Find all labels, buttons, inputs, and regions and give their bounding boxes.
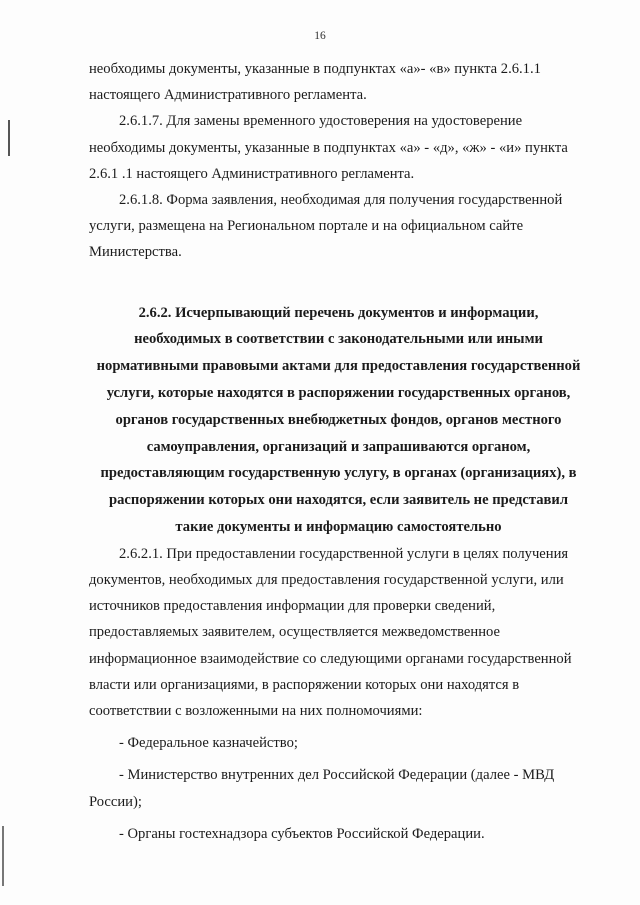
section-heading-2-6-2: [89, 300, 588, 541]
heading-line: самоуправления, организаций и запрашиваются органом,: [146, 438, 531, 455]
text-line: 2.6.1.8. Форма заявления, необходимая для получения государственной: [119, 192, 563, 209]
list-item: [89, 762, 588, 814]
paragraph-2-6-1-7: [89, 108, 588, 187]
heading-line: услуги, которые находятся в распоряжении государственных органов,: [106, 385, 571, 402]
paragraph-2-6-1-8: [89, 187, 588, 266]
text-line: информационное взаимодействие со следующими органами государственной: [89, 650, 572, 667]
text-line: необходимы документы, указанные в подпунктах «а» - «д», «ж» - «и» пункта: [89, 139, 568, 156]
text-line: - Министерство внутренних дел Российской Федерации (далее - МВД: [119, 767, 555, 784]
text-line: - Органы гостехнадзора субъектов Российской Федерации.: [119, 825, 485, 842]
text-line: услуги, размещена на Региональном портале и на официальном сайте: [89, 218, 524, 235]
text-line: Министерства.: [89, 244, 182, 261]
heading-line: необходимых в соответствии с законодательными или иными: [134, 331, 543, 348]
text-line: соответствии с возложенными на них полномочиями:: [89, 703, 423, 720]
page-number: 16: [314, 30, 326, 42]
text-line: предоставляемых заявителем, осуществляется межведомственное: [89, 624, 500, 641]
text-line: необходимы документы, указанные в подпунктах «а»- «в» пункта 2.6.1.1: [89, 61, 541, 77]
heading-line: нормативными правовыми актами для предоставления государственной: [96, 358, 581, 375]
text-line: России);: [89, 793, 142, 810]
text-line: документов, необходимых для предоставления государственной услуги, или: [89, 572, 564, 588]
heading-line: органов государственных внебюджетных фондов, органов местного: [115, 411, 562, 428]
document-body: [89, 56, 588, 847]
text-line: власти или организациями, в распоряжении которых они находятся в: [89, 676, 520, 693]
list-item: [89, 730, 588, 756]
heading-line: распоряжении которых они находятся, если заявитель не представил: [108, 492, 569, 509]
paragraph-continuation: [89, 56, 588, 108]
scan-artifact: [2, 826, 4, 886]
paragraph-2-6-2-1: [89, 541, 588, 724]
heading-line: предоставляющим государственную услугу, в органах (организациях), в: [100, 465, 577, 482]
text-line: настоящего Административного регламента.: [89, 87, 367, 104]
text-line: 2.6.1 .1 настоящего Административного регламента.: [89, 165, 415, 182]
text-line: 2.6.1.7. Для замены временного удостоверения на удостоверение: [119, 113, 523, 130]
heading-line: такие документы и информацию самостоятельно: [175, 519, 502, 535]
list-item: [89, 821, 588, 847]
heading-line: 2.6.2. Исчерпывающий перечень документов и информации,: [138, 304, 539, 321]
scan-artifact: [8, 120, 10, 156]
text-line: 2.6.2.1. При предоставлении государственной услуги в целях получения: [119, 545, 569, 562]
text-line: - Федеральное казначейство;: [119, 735, 298, 752]
text-line: источников предоставления информации для проверки сведений,: [89, 598, 496, 615]
